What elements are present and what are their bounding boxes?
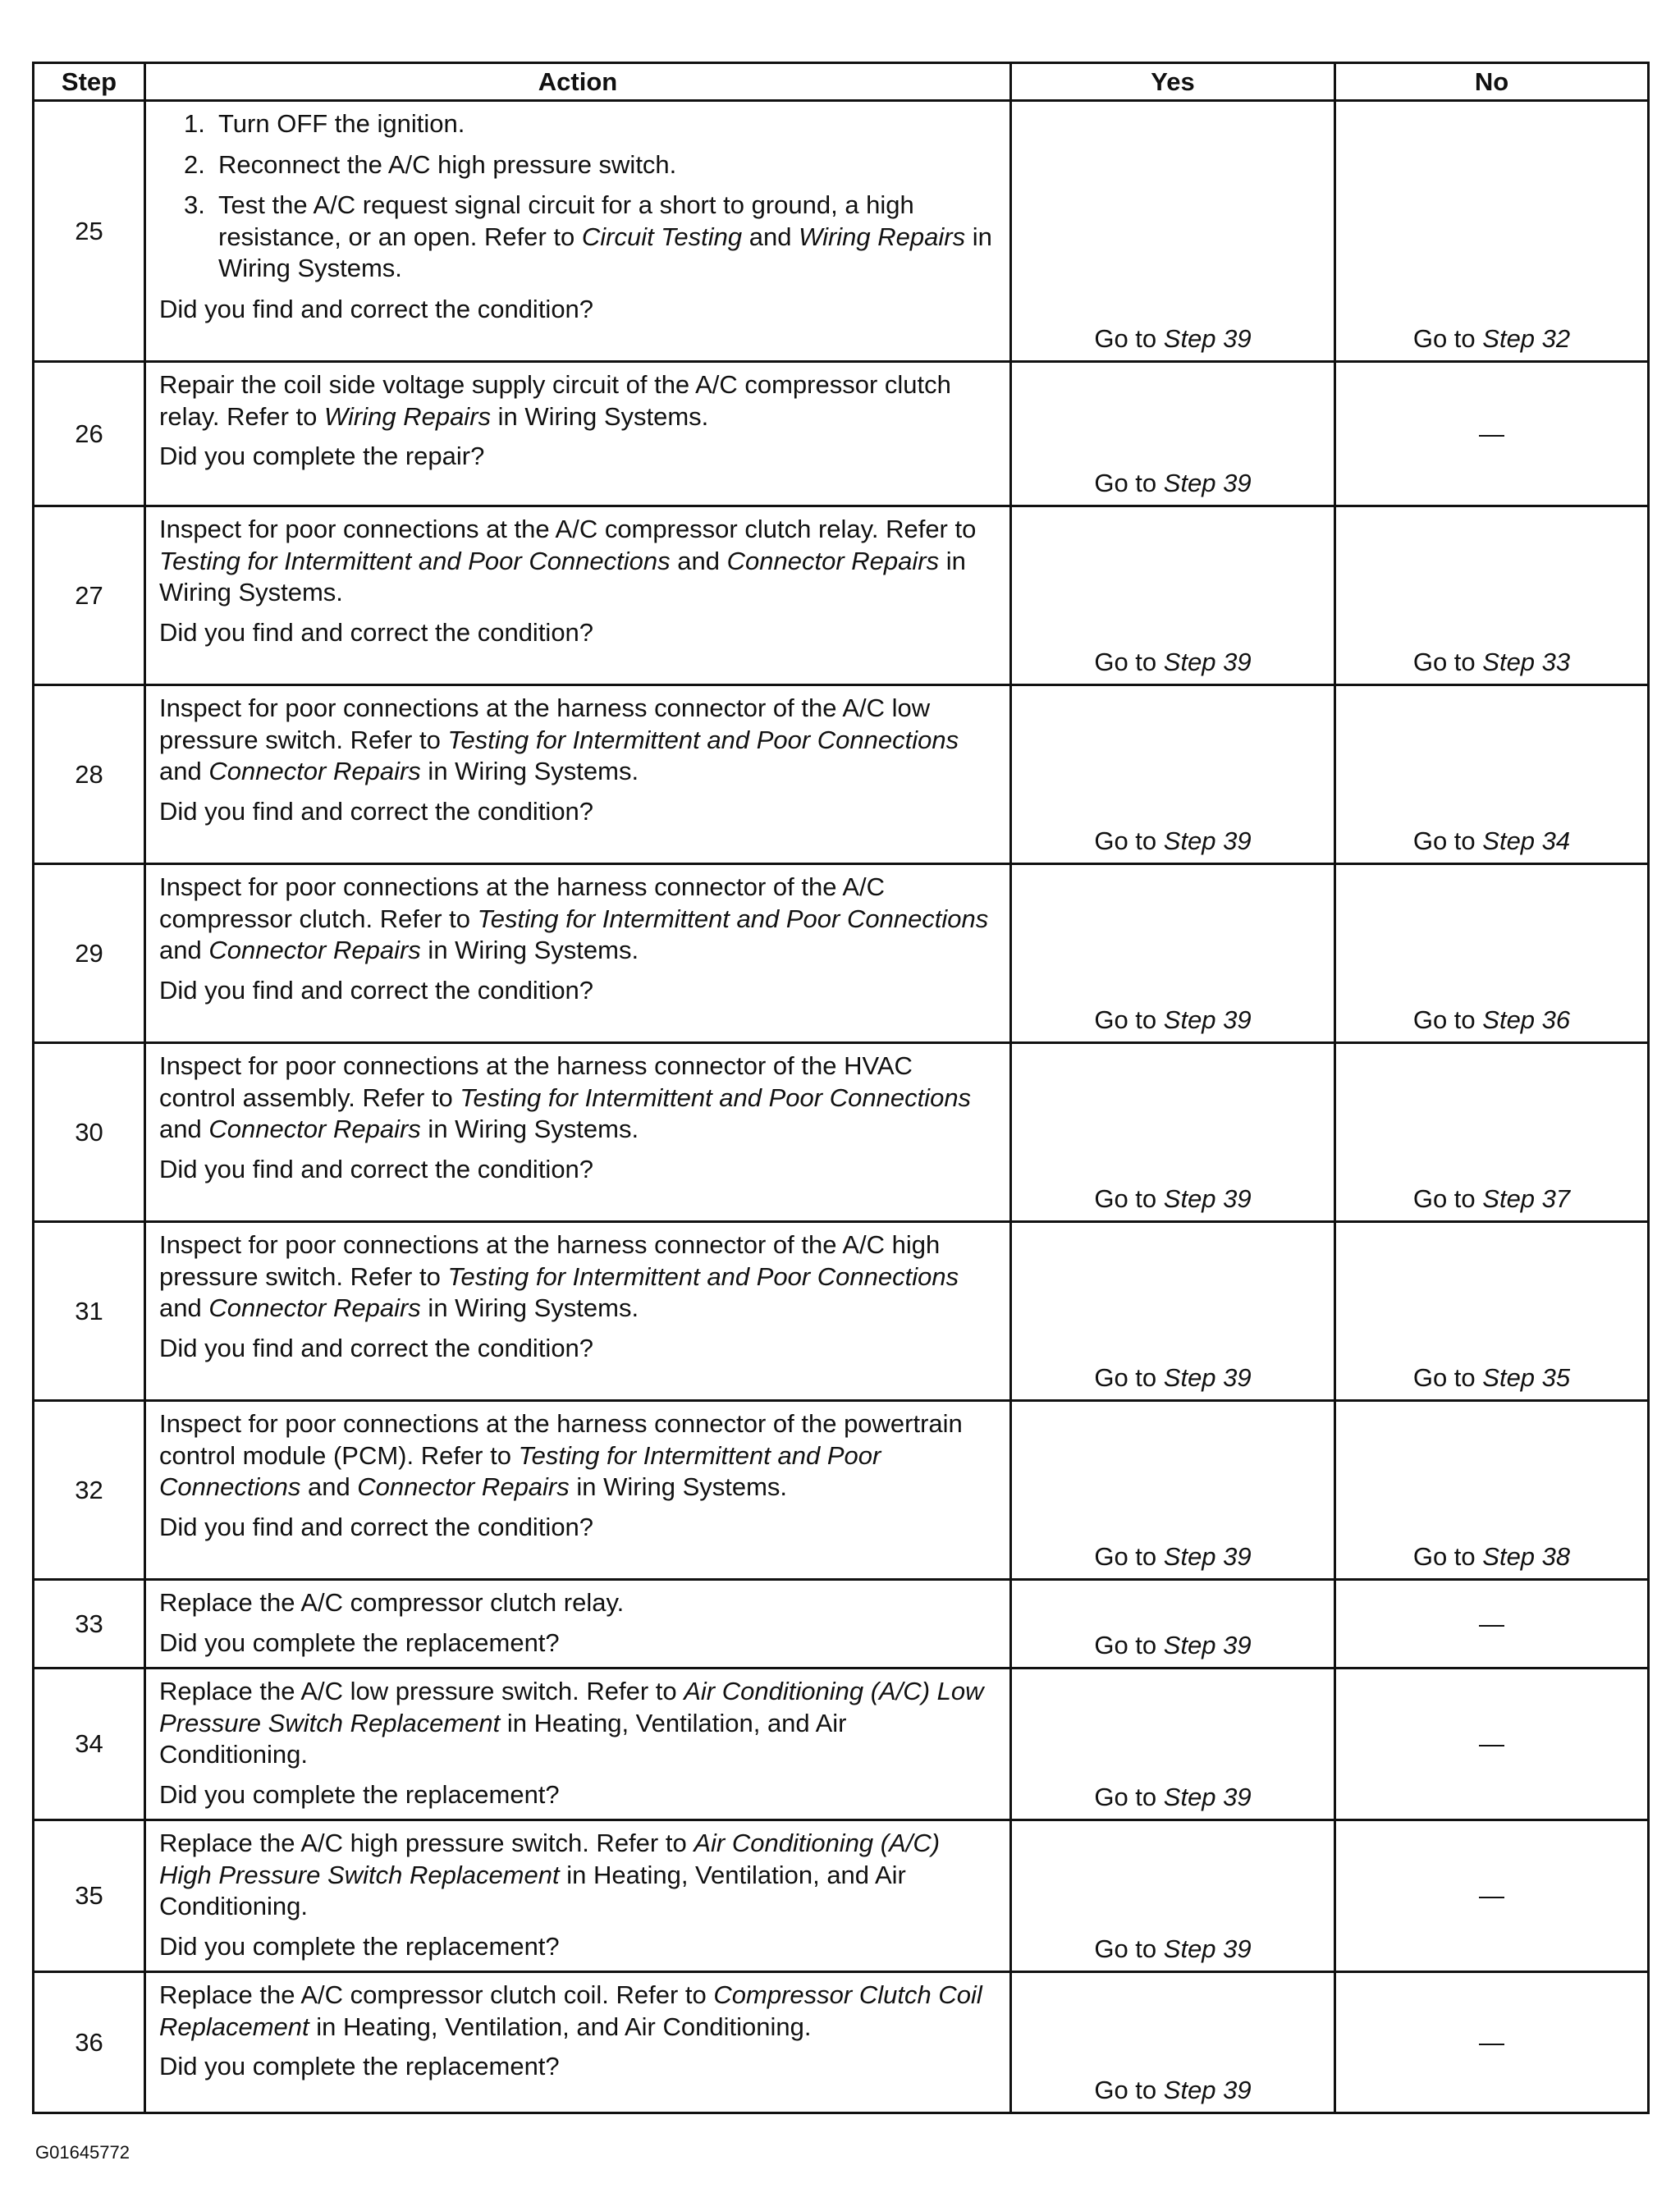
header-step: Step [34,63,145,101]
action-cell [145,1669,1011,1820]
table-header-row [34,63,1649,101]
yes-cell [1011,1043,1335,1222]
step-number: 29 [34,864,145,1043]
list-item-text [218,150,676,179]
action-list [159,108,995,285]
header-action: Action [145,63,1011,101]
text-run: in Wiring Systems. [159,546,966,607]
step-number: 28 [34,685,145,864]
text-run: in Wiring Systems. [420,1293,639,1322]
goto-prefix: Go to [1412,1184,1483,1213]
text-run: Replace the A/C high pressure switch. Refer to [159,1829,694,1857]
action-cell [145,864,1011,1043]
step-number: 33 [34,1580,145,1669]
diagnostic-steps-table [32,62,1650,2114]
text-run: and [670,546,727,575]
reference-title: Connector Repairs [208,1115,421,1143]
goto-prefix: Go to [1094,1783,1164,1811]
step-number: 35 [34,1820,145,1972]
yes-cell [1011,1580,1335,1669]
goto-step-ref: Step 39 [1163,1363,1252,1392]
text-run: and [159,936,209,964]
action-cell [145,1580,1011,1669]
goto-step-ref: Step 35 [1482,1363,1571,1392]
step-number: 25 [34,101,145,362]
step-number: 26 [34,362,145,506]
table-row [34,1580,1649,1669]
reference-title: Testing for Intermittent and Poor Connections [477,904,989,933]
action-cell [145,1972,1011,2113]
yes-cell [1011,1401,1335,1580]
step-number: 30 [34,1043,145,1222]
reference-title: Testing for Intermittent and Poor Connections [159,1440,881,1501]
text-run: in Heating, Ventilation, and Air Conditioning. [159,1860,906,1920]
yes-cell [1011,1222,1335,1401]
table-body [34,101,1649,2113]
goto-step-ref: Step 39 [1163,1005,1252,1034]
action-text [159,369,995,433]
figure-id: G01645772 [35,2142,130,2163]
text-run: in Wiring Systems. [491,401,709,431]
goto-prefix: Go to [1412,1363,1483,1392]
list-item-text [218,190,992,282]
action-text [159,1408,995,1504]
goto-prefix: Go to [1412,324,1483,353]
action-text [159,514,995,609]
no-cell [1335,506,1649,685]
goto-step-ref: Step 39 [1163,648,1252,676]
text-run: Replace the A/C compressor clutch relay. [159,1588,625,1617]
yes-cell [1011,101,1335,362]
table-row [34,1222,1649,1401]
goto-step-ref: Step 32 [1482,324,1571,353]
goto-prefix: Go to [1412,826,1483,855]
action-text [159,1229,995,1325]
table-row [34,1043,1649,1222]
action-cell [145,101,1011,362]
no-cell [1335,362,1649,506]
reference-title: Wiring Repairs [324,401,492,431]
text-run: Repair the coil side voltage supply circuit of the A/C compressor clutch relay. Refer to [159,370,951,431]
action-text [159,1676,995,1771]
action-cell [145,362,1011,506]
table-row [34,362,1649,506]
table-row [34,1972,1649,2113]
reference-title: Testing for Intermittent and Poor Connections [447,725,959,754]
list-item [159,108,995,140]
goto-prefix: Go to [1094,826,1164,855]
action-question: Did you find and correct the condition? [159,975,594,1005]
dash: — [1479,1609,1504,1638]
goto-prefix: Go to [1094,648,1164,676]
action-cell [145,1820,1011,1972]
action-question: Did you complete the replacement? [159,1931,560,1961]
goto-step-ref: Step 39 [1163,1631,1252,1659]
header-yes: Yes [1011,63,1335,101]
action-question: Did you complete the replacement? [159,1779,560,1809]
table-row [34,685,1649,864]
yes-cell [1011,685,1335,864]
text-run: in Wiring Systems. [420,1115,639,1143]
yes-cell [1011,362,1335,506]
text-run: Inspect for poor connections at the A/C compressor clutch relay. Refer to [159,515,977,543]
step-number: 32 [34,1401,145,1580]
list-number: 1. [184,109,205,138]
goto-prefix: Go to [1094,1934,1164,1963]
table-row [34,101,1649,362]
no-cell [1335,101,1649,362]
action-text [159,1980,995,2043]
reference-title: Connector Repairs [208,936,421,964]
reference-title: Testing for Intermittent and Poor Connections [447,1261,959,1291]
goto-step-ref: Step 34 [1482,826,1571,855]
action-question: Did you find and correct the condition? [159,1512,594,1541]
no-cell [1335,1972,1649,2113]
text-run: and [159,1115,209,1143]
table-row [34,1820,1649,1972]
text-run: Inspect for poor connections at the harness connector of the A/C high pressure switch. Refer to [159,1230,941,1291]
action-question: Did you find and correct the condition? [159,617,594,647]
goto-step-ref: Step 39 [1163,469,1252,497]
yes-cell [1011,1669,1335,1820]
list-number: 2. [184,149,205,179]
reference-title: Circuit Testing [581,222,743,251]
no-cell [1335,864,1649,1043]
goto-step-ref: Step 33 [1482,648,1571,676]
no-cell [1335,1580,1649,1669]
text-run: and [159,757,209,785]
text-run: Inspect for poor connections at the harness connector of the HVAC control assembly. Refer to [159,1051,913,1112]
action-question: Did you complete the repair? [159,442,485,470]
no-cell [1335,1401,1649,1580]
list-item-text [218,109,465,138]
reference-title: Connector Repairs [208,757,421,785]
goto-prefix: Go to [1094,1184,1164,1213]
goto-prefix: Go to [1412,1005,1483,1034]
reference-title: Connector Repairs [726,546,940,575]
action-cell [145,685,1011,864]
yes-cell [1011,1820,1335,1972]
goto-step-ref: Step 38 [1482,1542,1571,1571]
text-run: in Wiring Systems. [420,936,639,964]
text-run: Inspect for poor connections at the harness connector of the powertrain control module (PCM). Refer to [159,1409,963,1470]
action-question: Did you find and correct the condition? [159,796,594,826]
table-row [34,864,1649,1043]
reference-title: Connector Repairs [208,1293,421,1322]
goto-step-ref: Step 39 [1163,1542,1252,1571]
action-text [159,1587,995,1619]
text-run: in Wiring Systems. [569,1472,788,1501]
action-text [159,872,995,967]
text-run: Turn OFF the ignition. [218,109,465,138]
goto-step-ref: Step 39 [1163,2076,1252,2104]
goto-step-ref: Step 39 [1163,324,1252,353]
dash: — [1479,419,1504,448]
step-number: 36 [34,1972,145,2113]
action-question: Did you find and correct the condition? [159,1333,594,1362]
goto-prefix: Go to [1094,1363,1164,1392]
reference-title: Compressor Clutch Coil Replacement [159,1980,982,2041]
action-cell [145,1043,1011,1222]
action-cell [145,506,1011,685]
action-question: Did you complete the replacement? [159,2052,560,2081]
action-text [159,1828,995,1923]
reference-title: Connector Repairs [357,1472,570,1501]
goto-step-ref: Step 37 [1482,1184,1571,1213]
list-item [159,190,995,285]
text-run: Reconnect the A/C high pressure switch. [218,149,677,179]
goto-step-ref: Step 39 [1163,1934,1252,1963]
action-question: Did you find and correct the condition? [159,1154,594,1183]
yes-cell [1011,506,1335,685]
text-run: Inspect for poor connections at the harness connector of the A/C low pressure switch. Refer to [159,694,931,754]
text-run: Test the A/C request signal circuit for a short to ground, a high resistance, or an open. Refer to [218,190,914,251]
dash: — [1479,1881,1504,1910]
goto-prefix: Go to [1094,1631,1164,1659]
text-run: in Heating, Ventilation, and Air Conditioning. [309,2012,812,2041]
list-item [159,149,995,181]
reference-title: Air Conditioning (A/C) High Pressure Switch Replacement [159,1829,941,1889]
text-run: in Heating, Ventilation, and Air Conditioning. [159,1708,847,1769]
text-run: Replace the A/C compressor clutch coil. Refer to [159,1980,714,2009]
dash: — [1479,2027,1504,2057]
goto-step-ref: Step 39 [1163,1184,1252,1213]
action-cell [145,1222,1011,1401]
goto-prefix: Go to [1094,1005,1164,1034]
no-cell [1335,1222,1649,1401]
yes-cell [1011,1972,1335,2113]
table-row [34,506,1649,685]
dash: — [1479,1729,1504,1758]
action-question: Did you find and correct the condition? [159,294,594,323]
goto-prefix: Go to [1094,1542,1164,1571]
step-number: 31 [34,1222,145,1401]
action-text [159,1051,995,1146]
header-no: No [1335,63,1649,101]
reference-title: Testing for Intermittent and Poor Connections [159,546,671,575]
action-text [159,693,995,788]
goto-prefix: Go to [1094,469,1164,497]
table-row [34,1669,1649,1820]
goto-prefix: Go to [1094,324,1164,353]
goto-step-ref: Step 39 [1163,1783,1252,1811]
goto-step-ref: Step 39 [1163,826,1252,855]
table-row [34,1401,1649,1580]
action-cell [145,1401,1011,1580]
text-run: Replace the A/C low pressure switch. Refer to [159,1677,684,1705]
text-run: Inspect for poor connections at the harness connector of the A/C compressor clutch. Refer to [159,872,886,933]
no-cell [1335,1820,1649,1972]
reference-title: Testing for Intermittent and Poor Connections [460,1083,972,1112]
step-number: 27 [34,506,145,685]
text-run: in Wiring Systems. [420,757,639,785]
goto-prefix: Go to [1412,648,1483,676]
no-cell [1335,1043,1649,1222]
goto-prefix: Go to [1412,1542,1483,1571]
yes-cell [1011,864,1335,1043]
goto-prefix: Go to [1094,2076,1164,2104]
action-question: Did you complete the replacement? [159,1627,560,1657]
list-number: 3. [184,190,205,219]
step-number: 34 [34,1669,145,1820]
no-cell [1335,1669,1649,1820]
text-run: and [300,1472,358,1501]
reference-title: Air Conditioning (A/C) Low Pressure Switch Replacement [159,1677,984,1737]
text-run: and [742,222,799,251]
no-cell [1335,685,1649,864]
goto-step-ref: Step 36 [1482,1005,1571,1034]
text-run: and [159,1293,209,1322]
reference-title: Wiring Repairs [799,222,966,251]
text-run: in Wiring Systems. [218,222,992,282]
